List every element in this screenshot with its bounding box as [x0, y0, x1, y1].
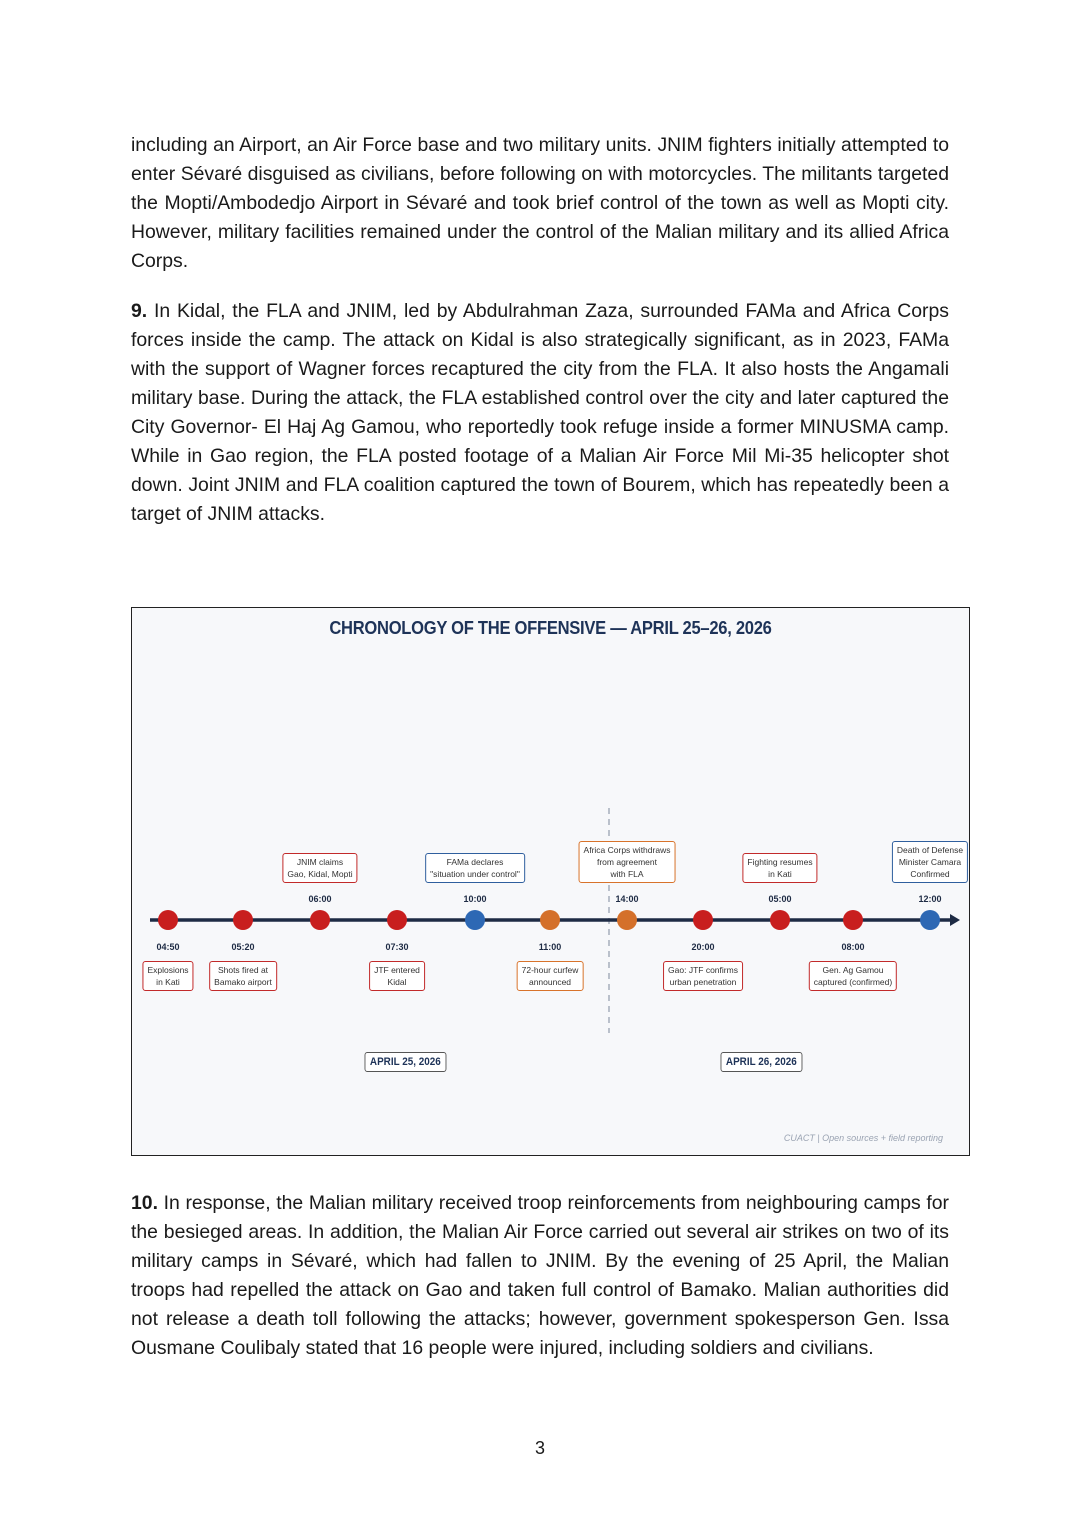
- chronology-figure: [131, 607, 970, 1156]
- event-marker: [387, 910, 407, 930]
- paragraph-number: 10.: [131, 1192, 158, 1214]
- event-marker: [540, 910, 560, 930]
- event-marker: [693, 910, 713, 930]
- event-label: JTF entered Kidal: [369, 961, 425, 991]
- event-marker: [920, 910, 940, 930]
- page-number: 3: [534, 1438, 545, 1458]
- event-marker: [233, 910, 253, 930]
- paragraph-8-continuation: including an Airport, an Air Force base and two military units. JNIM fighters initially attempted to enter Sévaré disguised as civilians, before following on with motorcycles. The militants targeted the Mopti/Ambodedjo Airport in Sévaré and took brief control of the town as well as Mopti city. However, military facilities remained under the control of the Malian military and its allied Africa Corps.: [131, 134, 949, 272]
- paragraph-text: In Kidal, the FLA and JNIM, led by Abdulrahman Zaza, surrounded FAMa and Africa Corps forces inside the camp. The attack on Kidal is also strategically significant, as in 2023, FAMa with the support of Wagner forces recaptured the city from the FLA. It also hosts the Angamali military base. During the attack, the FLA established control over the city and later captured the City Governor- El Haj Ag Gamou, who reportedly took refuge inside a former MINUSMA camp. While in Gao region, the FLA posted footage of a Malian Air Force Mil Mi-35 helicopter shot down. Joint JNIM and FLA coalition captured the town of Bourem, which has repeatedly been a target of JNIM attacks.: [131, 300, 949, 525]
- event-label: Shots fired at Bamako airport: [209, 961, 277, 991]
- date-label-april-26: APRIL 26, 2026: [721, 1052, 803, 1072]
- event-time: 05:00: [768, 894, 792, 904]
- event-time: 08:00: [841, 942, 865, 952]
- event-marker: [770, 910, 790, 930]
- event-time: 05:20: [231, 942, 255, 952]
- event-label: 72-hour curfew announced: [517, 961, 584, 991]
- paragraph-9: [131, 297, 949, 529]
- event-label: Africa Corps withdraws from agreement with FLA: [579, 841, 676, 883]
- event-label: JNIM claims Gao, Kidal, Mopti: [282, 853, 357, 883]
- event-marker: [465, 910, 485, 930]
- event-time: 14:00: [615, 894, 639, 904]
- event-label: Explosions in Kati: [142, 961, 193, 991]
- event-marker: [158, 910, 178, 930]
- date-label-april-25: APRIL 25, 2026: [365, 1052, 447, 1072]
- event-label: Gao: JTF confirms urban penetration: [663, 961, 743, 991]
- event-time: 12:00: [918, 894, 942, 904]
- event-label: Fighting resumes in Kati: [742, 853, 817, 883]
- event-marker: [310, 910, 330, 930]
- paragraph-number: 9.: [131, 300, 148, 322]
- timeline-arrow: [950, 914, 960, 926]
- event-time: 06:00: [308, 894, 332, 904]
- event-label: FAMa declares "situation under control": [425, 853, 525, 883]
- event-time: 10:00: [463, 894, 487, 904]
- paragraph-10: [131, 1189, 949, 1363]
- event-time: 11:00: [538, 942, 562, 952]
- figure-title: CHRONOLOGY OF THE OFFENSIVE — APRIL 25–26, 2026: [329, 618, 772, 638]
- event-time: 07:30: [385, 942, 409, 952]
- event-label: Gen. Ag Gamou captured (confirmed): [809, 961, 897, 991]
- event-marker: [617, 910, 637, 930]
- timeline-graphic: [132, 608, 969, 1155]
- paragraph-text: In response, the Malian military received troop reinforcements from neighbouring camps for the besieged areas. In addition, the Malian Air Force carried out several air strikes on two of its military camps in Sévaré, which had fallen to JNIM. By the evening of 25 April, the Malian troops had repelled the attack on Gao and taken full control of Bamako. Malian authorities did not release a death toll following the attacks; however, government spokesperson Gen. Issa Ousmane Coulibaly stated that 16 people were injured, including soldiers and civilians.: [131, 1192, 949, 1359]
- event-time: 20:00: [691, 942, 715, 952]
- event-time: 04:50: [156, 942, 180, 952]
- event-marker: [843, 910, 863, 930]
- event-label: Death of Defense Minister Camara Confirmed: [892, 841, 968, 883]
- figure-source: CUACT | Open sources + field reporting: [783, 1133, 943, 1143]
